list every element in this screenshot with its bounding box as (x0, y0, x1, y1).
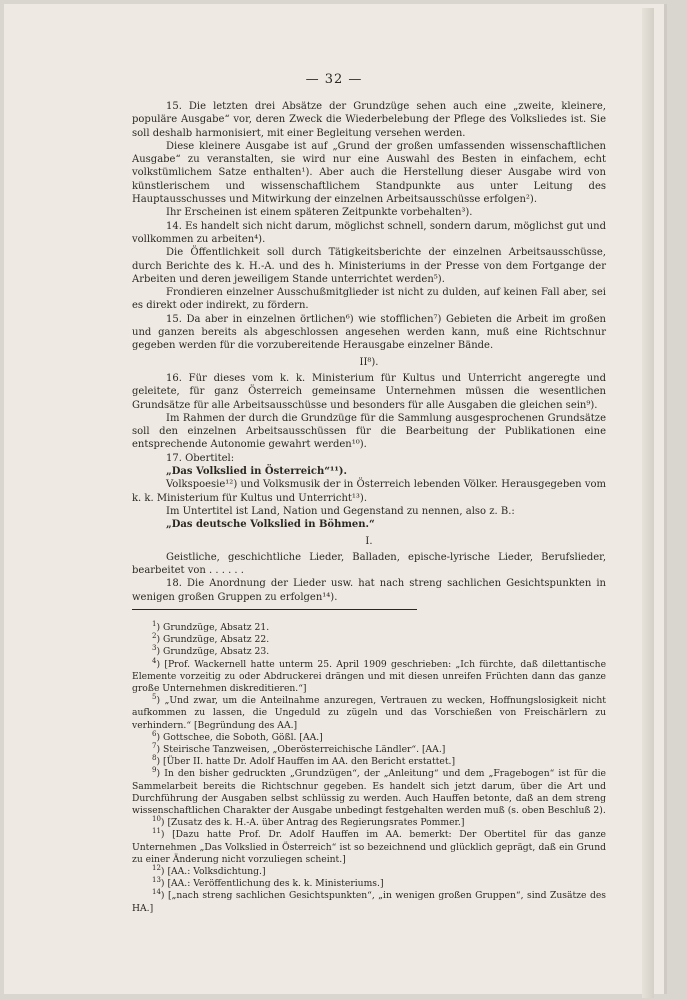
example-title: „Das deutsche Volkslied in Böhmen.“ (166, 519, 375, 531)
footnote: $^7$) Steirische Tanzweisen, „Oberösterreichische Ländler“. [AA.] (152, 741, 446, 756)
footnote: $^{10}$) [Zusatz des k. H.-A. über Antrag des Regierungsrates Pommer.] (152, 815, 465, 829)
section-heading: II⁸). (359, 356, 379, 368)
paragraph: 15. Da aber in einzelnen örtlichen⁶) wie stofflichen⁷) Gebieten die Arbeit im großen und ganzen bereits als abgeschlossen angesehen werden kann, muß eine Richtschnur gegeben werden für die vorzubereitende Herausgabe einzelner Bände. (132, 313, 606, 352)
document-page (4, 4, 664, 994)
paragraph: Im Rahmen der durch die Grundzüge für die Sammlung ausgesprochenen Grundsätze soll den einzelnen Arbeitsausschüssen für die Bearbeitung der Publikationen eine entsprechende Autonomie gewahrt werden¹⁰). (132, 412, 606, 451)
footnote: $^{13}$) [AA.: Veröffentlichung des k. k. Ministeriums.] (152, 876, 384, 890)
paragraph: Geistliche, geschichtliche Lieder, Balladen, epische-lyrische Lieder, Berufslieder, bearbeitet von . . . . . . (132, 551, 606, 577)
footnote: $^4$) [Prof. Wackernell hatte unterm 25. April 1909 geschrieben: „Ich fürchte, daß dilettantische Elemente vorzeitig zu oder Abdruckerei drängen und mit diesen unreifen Früchten dann das ganze große Unternehmen diskreditieren.“] (132, 656, 607, 694)
paragraph: Diese kleinere Ausgabe ist auf „Grund der großen umfassenden wissenschaftlichen Ausgabe“ zu veranstalten, sie wird nur eine Auswahl des Besten in einfachem, echt volkstümlichem Satze enthalten¹). Aber auch die Herstellung dieser Ausgabe wird von künstlerischem und wissenschaftlichem Standpunkte aus unter Leitung des Hauptausschusses und Mitwirkung der einzelnen Arbeitsausschüsse erfolgen²). (132, 140, 606, 206)
footnote: $^{14}$) [„nach streng sachlichen Gesichtspunkten“, „in wenigen großen Gruppen“, sind Zusätze des HA.] (132, 888, 606, 914)
page-number: — 32 — (305, 72, 363, 87)
paragraph: Ihr Erscheinen ist einem späteren Zeitpunkte vorbehalten³). (166, 207, 473, 219)
paragraph: 14. Es handelt sich nicht darum, möglichst schnell, sondern darum, möglichst gut und vollkommen zu arbeiten⁴). (132, 220, 606, 245)
footnote: $^{11}$) [Dazu hatte Prof. Dr. Adolf Hauffen im AA. bemerkt: Der Obertitel für das ganze Unternehmen „Das Volkslied in Österreich“ ist so bezeichnend und glücklich geprägt, daß ein Grund zu einer Änderung nicht vorzuliegen scheint.] (132, 827, 606, 865)
paragraph: 17. Obertitel: (166, 452, 235, 464)
footnote: $^8$) [Über II. hatte Dr. Adolf Hauffen im AA. den Bericht erstattet.] (152, 754, 456, 768)
main-text (132, 100, 606, 915)
footnote: $^{12}$) [AA.: Volksdichtung.] (152, 863, 266, 878)
main-title: „Das Volkslied in Österreich“¹¹). (166, 466, 347, 478)
footnote: $^6$) Gottschee, die Soboth, Gößl. [AA.] (152, 729, 323, 743)
footnote-rule (132, 609, 417, 610)
roman-numeral: I. (365, 535, 373, 547)
paragraph: 16. Für dieses vom k. k. Ministerium für Kultus und Unterricht angeregte und geleitete, für ganz Österreich gemeinsame Unternehmen müssen die wesentlichen Grundsätze für alle Arbeitsausschüsse und besonders für alle Ausgaben die gleichen sein⁹). (132, 372, 606, 411)
footnotes (132, 619, 607, 915)
footnote: $^5$) „Und zwar, um die Anteilnahme anzuregen, Vertrauen zu wecken, Hoffnungslosigkeit nicht aufkommen zu lassen, die Ungeduld zu zügeln und das Vorschießen von Freischärlern zu verhindern.“ [Begründung des AA.] (132, 693, 606, 731)
footnote: $^2$) Grundzüge, Absatz 22. (152, 632, 270, 646)
paragraph: 15. Die letzten drei Absätze der Grundzüge sehen auch eine „zweite, kleinere, populäre Ausgabe“ vor, deren Zweck die Wiederbelebung der Pflege des Volksliedes ist. Sie soll deshalb harmonisiert, mit einer Begleitung versehen werden. (132, 101, 606, 139)
footnote: $^9$) In den bisher gedruckten „Grundzügen“, der „Anleitung“ und dem „Fragebogen“ ist für die Sammelarbeit bereits die Richtschnur gegeben. Es handelt sich jetzt darum, über die Art und Durchführung der Ausgaben selbst schlüssig zu werden. Auch Hauffen betonte, daß an dem streng wissenschaftlichen Charakter der Ausgabe unbedingt festgehalten werden muß (s. oben Beschluß 2). (132, 766, 606, 817)
paragraph: 18. Die Anordnung der Lieder usw. hat nach streng sachlichen Gesichtspunkten in wenigen großen Gruppen zu erfolgen¹⁴). (132, 578, 606, 603)
footnote: $^3$) Grundzüge, Absatz 23. (152, 644, 270, 658)
paragraph: Frondieren einzelner Ausschußmitglieder ist nicht zu dulden, auf keinen Fall aber, sei es direkt oder indirekt, zu fördern. (132, 287, 606, 312)
paragraph: Im Untertitel ist Land, Nation und Gegenstand zu nennen, also z. B.: (166, 505, 515, 517)
paragraph: Volkspoesie¹²) und Volksmusik der in Österreich lebenden Völker. Herausgegeben vom k. k. Ministerium für Kultus und Unterricht¹³). (132, 479, 606, 504)
page-edge (642, 8, 654, 998)
footnote: $^1$) Grundzüge, Absatz 21. (152, 619, 270, 633)
paragraph: Die Öffentlichkeit soll durch Tätigkeitsberichte der einzelnen Arbeitsausschüsse, durch Berichte des k. H.-A. und des h. Ministeriums in der Presse von dem Fortgange der Arbeiten und deren jeweiligem Stande unterrichtet werden⁵). (132, 247, 606, 285)
